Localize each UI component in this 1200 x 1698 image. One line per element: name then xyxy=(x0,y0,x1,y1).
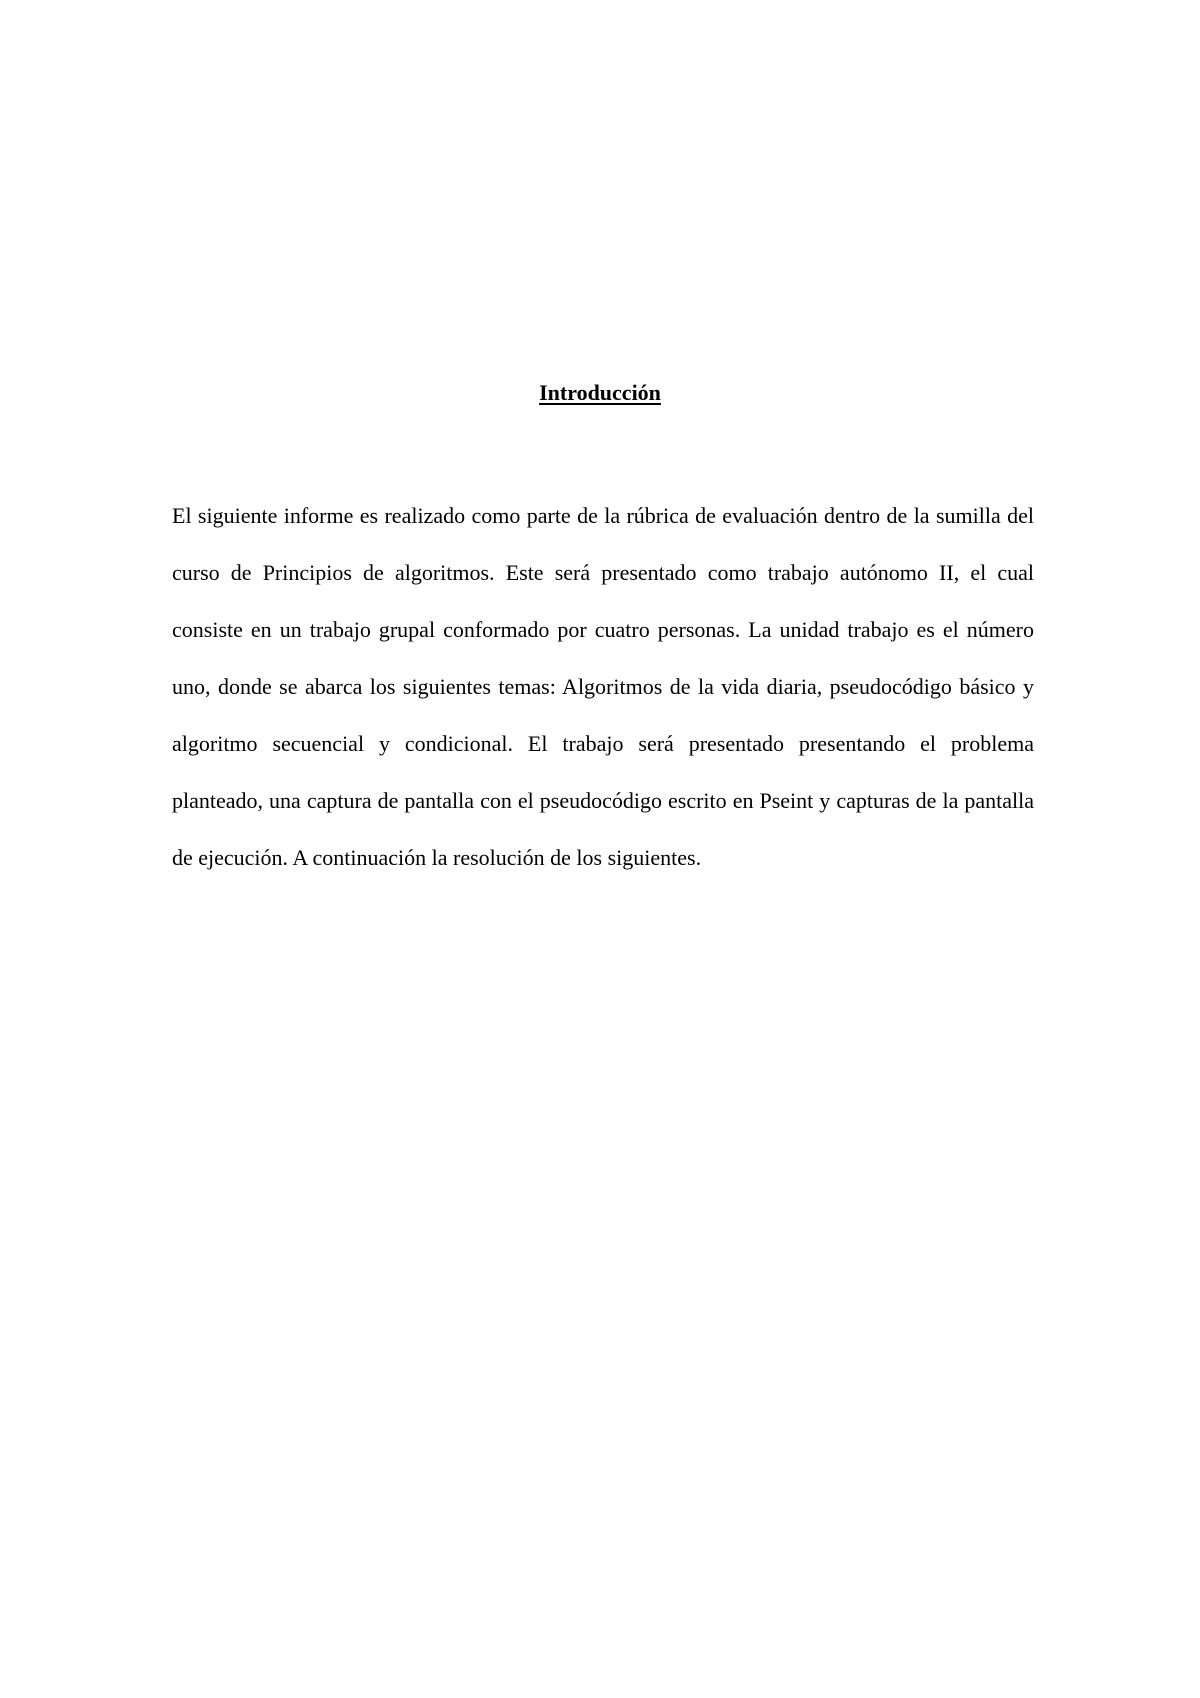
introduction-paragraph: El siguiente informe es realizado como parte de la rúbrica de evaluación dentro de la sumilla del curso de Principios de algoritmos. Este será presentado como trabajo autónomo II, el cual consiste en un trabajo grupal conformado por cuatro personas. La unidad trabajo es el número uno, donde se abarca los siguientes temas: Algoritmos de la vida diaria, pseudocódigo básico y algoritmo secuencial y condicional. El trabajo será presentado presentando el problema planteado, una captura de pantalla con el pseudocódigo escrito en Pseint y capturas de la pantalla de ejecución. A continuación la resolución de los siguientes. xyxy=(172,503,1034,870)
page-title: Introducción xyxy=(539,380,661,405)
